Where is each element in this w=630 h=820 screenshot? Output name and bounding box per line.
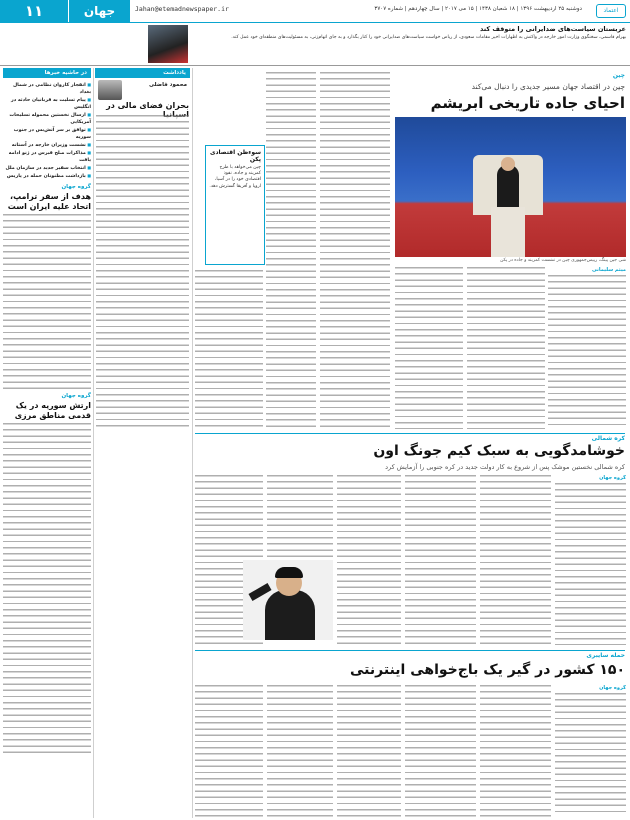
byline: میثم سلیمانی	[591, 267, 626, 273]
china-sidebar-box	[205, 145, 265, 265]
list-item[interactable]: ■ مذاکرات صلح قبرس در ژنو ادامه یافت	[3, 149, 91, 164]
list-item[interactable]: ■ پیام تسلیت به قربانیان حادثه در انگلیس	[3, 96, 91, 111]
kim-jong-un-photo	[243, 560, 333, 640]
china-kicker: چین	[612, 72, 625, 79]
spokesman-photo	[148, 25, 188, 63]
figure-body	[265, 590, 315, 640]
sidebar-tag: گروه جهان	[61, 184, 91, 190]
notice-rule	[0, 65, 630, 66]
notice-block	[190, 25, 626, 63]
opinion-heading: یادداشت	[95, 68, 190, 78]
opinion-author	[96, 80, 189, 100]
figure-hair	[275, 567, 303, 578]
podium	[491, 207, 525, 257]
sidebar-body-1	[3, 214, 91, 389]
china-headline[interactable]: احیای جاده تاریخی ابریشم	[430, 94, 625, 112]
author-photo	[98, 80, 122, 100]
korea-body-col-2	[480, 475, 551, 645]
byline: گروه جهان	[599, 685, 626, 691]
cyber-headline[interactable]: ۱۵۰ کشور در گیر یک باج‌خواهی اینترنتی	[350, 662, 625, 678]
byline: گروه جهان	[599, 475, 626, 481]
cyber-body-col-4	[337, 685, 401, 817]
china-body-col-4	[320, 72, 390, 429]
sidebar-headline-trump[interactable]: هدف از سفر ترامپ، اتحاد علیه ایران است	[7, 192, 91, 211]
cyber-body-col-1	[555, 685, 626, 817]
cyber-body-col-6	[195, 685, 263, 817]
korea-body-col-3	[405, 475, 476, 645]
china-subtitle: چین در اقتصاد جهان مسیر جدیدی را دنبال می‌کند	[471, 82, 625, 91]
column-divider	[192, 68, 193, 818]
sidebar-list	[3, 81, 91, 180]
column-divider	[93, 68, 94, 818]
box-title: سوءظن اقتصادی پکن	[209, 149, 261, 163]
list-item[interactable]: ■ انتخاب سفیر جدید در سازمان ملل	[3, 164, 91, 172]
cyber-body-col-5	[267, 685, 333, 817]
list-item[interactable]: ■ بازداشت مظنونان حمله در پاریس	[3, 172, 91, 180]
masthead-rule	[0, 22, 630, 23]
cyber-body-col-3	[405, 685, 476, 817]
box-text: چین می‌خواهد با طرح کمربند و جاده، نفوذ اقتصادی خود را در آسیا، اروپا و آفریقا گسترش دهد.	[209, 165, 261, 189]
korea-kicker: کره شمالی	[195, 433, 625, 442]
list-item[interactable]: ■ نشست وزیران خارجه در آستانه	[3, 141, 91, 149]
section-label: جهان	[68, 0, 130, 22]
list-item[interactable]: ■ ارسال نخستین محموله تسلیحات آمریکایی	[3, 111, 91, 126]
notice-text: بهرام قاسمی، سخنگوی وزارت امور خارجه در واکنش به اظهارات اخیر مقامات سعودی، از ریاض خواست سیاست‌های ضدایرانی خود را کنار بگذارد و به جای اتهام‌زنی، به مسئولیت‌های منطقه‌ای خود عمل کند.	[231, 35, 626, 40]
korea-body-col-1	[555, 475, 626, 645]
xi-speech-photo	[395, 117, 626, 257]
cyber-kicker: حمله سایبری	[195, 650, 625, 659]
korea-headline[interactable]: خوشامدگویی به سبک کیم جونگ اون	[373, 443, 625, 459]
dateline: دوشنبه ۲۵ اردیبهشت ۱۳۹۶ | ۱۸ شعبان ۱۴۳۸ | ۱۵ می ۲۰۱۷ | سال چهاردهم | شماره ۳۷۰۷	[374, 6, 582, 12]
notice-title: عربستان سیاست‌های ضدایرانی را متوقف کند	[479, 25, 626, 33]
sidebar-body-2	[3, 423, 91, 753]
speaker-head	[501, 157, 515, 171]
china-body-col-3	[395, 267, 463, 429]
sidebar-heading: در حاشیه خبرها	[3, 68, 91, 78]
korea-subtitle: کره شمالی نخستین موشک پس از شروع به کار دولت جدید در کره جنوبی را آزمایش کرد	[385, 463, 625, 471]
korea-body-col-4	[337, 475, 401, 645]
section-email[interactable]: Jahan@etemadnewspaper.ir	[135, 5, 229, 13]
author-name: محمود فاضلی	[148, 82, 187, 88]
newspaper-logo: اعتماد	[596, 4, 626, 18]
opinion-title[interactable]: بحران فضای مالی در	[106, 101, 189, 110]
china-body-col-2	[467, 267, 545, 429]
korea-body-col-5	[267, 475, 333, 557]
china-body-col-6	[195, 270, 263, 429]
masthead	[0, 0, 630, 22]
sidebar-headline-syria[interactable]: ارتش سوریه در یک قدمی مناطق مرزی	[14, 401, 91, 420]
page-number: ۱۱	[0, 0, 68, 22]
news-sidebar	[3, 68, 91, 818]
china-body-col-5	[266, 72, 316, 429]
photo-caption: شی جین پینگ، رییس‌جمهوری چین در نشست کمربند و جاده در پکن	[500, 258, 626, 263]
list-item[interactable]: ■ توافق بر سر آتش‌بس در جنوب سوریه	[3, 126, 91, 141]
sidebar-tag: گروه جهان	[61, 393, 91, 399]
list-item[interactable]: ■ انفجار کاروان نظامی در شمال بغداد	[3, 81, 91, 96]
opinion-body	[96, 115, 189, 427]
cyber-body-col-2	[480, 685, 551, 817]
china-body-col-1	[548, 267, 626, 429]
